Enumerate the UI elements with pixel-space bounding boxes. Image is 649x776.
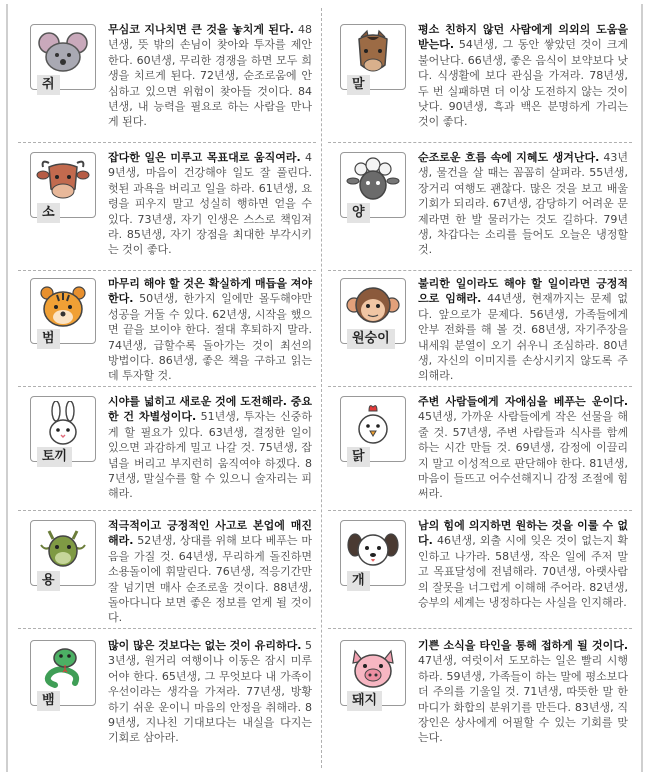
sign-name: 돼지 [347,691,382,711]
row-divider [328,628,632,629]
sign-headline: 시야를 넓히고 새로운 것에 도전해라. 중요한 건 차별성이다. [108,395,312,424]
sign-name: 양 [347,203,370,223]
sign-fortune-text [418,638,628,746]
sign-body: 45년생, 가까운 사람들에게 작은 선물을 해 줄 것. 57년생, 주변 사람들과 식사를 함께 하는 시간 만들 것. 69년생, 감정에 이끌리지 말고 이성적으로 판단해야 한다. 81년생, 마음이 들뜨고 어수선해지니 감정 조절에 힘써라. [418,410,628,501]
sign-fortune-text [108,150,312,258]
sign-headline: 무심코 지나치면 큰 것을 놓치게 된다. [108,23,294,36]
sign-fortune-text [418,394,628,502]
sign-card-rat [30,22,316,140]
sign-name: 소 [37,203,60,223]
row-divider [328,510,632,511]
sign-body: 54년생, 그 동안 쌓았던 것이 크게 불어난다. 66년생, 좋은 음식이 보약보다 낫다. 식생활에 보다 관심을 가져라. 78년생, 두 번 실패하면 더 이상 도전하지 않는 것이 낫다. 90년생, 흑과 백은 분명하게 가리는 것이 좋다. [418,38,628,129]
sign-headline: 남의 힘에 의지하면 원하는 것을 이룰 수 없다. [418,519,628,548]
monkey-icon [340,278,406,344]
dog-icon [340,520,406,586]
sign-fortune-text [108,518,312,626]
sign-fortune-text [418,22,628,130]
sign-fortune-text [108,638,312,746]
pig-icon [340,640,406,706]
horse-icon [340,24,406,90]
row-divider [18,142,316,143]
rat-icon [30,24,96,90]
right-border [641,4,643,772]
sign-name: 토끼 [37,447,72,467]
rabbit-icon [30,396,96,462]
sign-card-rabbit [30,394,316,508]
sign-headline: 적극적이고 긍정적인 사고로 본업에 매진해라. [108,519,312,548]
row-divider [18,510,316,511]
sign-card-tiger [30,276,316,384]
sign-name: 개 [347,571,370,591]
sign-body: 50년생, 한가지 일에만 몰두해야만 성공을 거둘 수 있다. 62년생, 시작을 했으면 끝을 보이야 한다. 절대 후퇴하지 말라. 74년생, 급할수록 돌아가는 것이 최선의 방법이다. 86년생, 좋은 책을 구하고 읽는 데 투자할 것. [108,292,312,383]
sign-card-rooster [340,394,632,508]
sign-headline: 평소 친하지 않던 사람에게 의외의 도움을 받는다. [418,23,628,52]
sign-fortune-text [418,276,628,384]
sign-fortune-text [418,518,628,610]
sign-headline: 마무리 해야 할 것은 확실하게 매듭을 져야 한다. [108,277,312,306]
row-divider [18,270,316,271]
sign-body: 43년생, 물건을 살 때는 꼼꼼히 살펴라. 55년생, 장거리 여행도 괜찮다. 많은 것을 보고 배울 기회가 되리라. 67년생, 감당하기 어려운 문제라면 한 발 물러가는 것도 길하다. 79년생, 차갑다는 소리를 들어도 오늘은 냉정할 것. [418,151,628,257]
sign-headline: 불리한 일이라도 해야 할 일이라면 긍정적으로 임해라. [418,277,628,306]
sign-name: 말 [347,75,370,95]
sign-body: 53년생, 원거리 여행이나 이동은 잠시 미루어야 한다. 65년생, 그 무엇보다 내 가족이 우선이라는 생각을 가져라. 77년생, 방황하기 쉬운 운이니 마음의 안정을 취해라. 89년생, 지나친 기대보다는 내실을 다지는 기회로 삼아라. [108,639,313,745]
sign-fortune-text [108,276,312,384]
sign-card-snake [30,638,316,768]
sign-card-monkey [340,276,632,384]
sign-fortune-text [418,150,628,258]
sign-body: 44년생, 현재까지는 문제 없다. 앞으로가 문제다. 56년생, 가족들에게 안부 전화를 해 볼 것. 68년생, 자기주장을 내세워 분열이 오기 쉬우니 조심하라. 80년생, 자신의 이미지를 손상시키지 않도록 주의해라. [418,292,629,383]
sheep-icon [340,152,406,218]
tiger-icon [30,278,96,344]
row-divider [18,386,316,387]
left-border [6,4,8,772]
rooster-icon [340,396,406,462]
row-divider [18,628,316,629]
sign-fortune-text [108,22,312,130]
sign-fortune-text [108,394,312,502]
row-divider [328,270,632,271]
sign-card-sheep [340,150,632,268]
sign-name: 쥐 [37,75,60,95]
sign-card-pig [340,638,632,768]
sign-card-ox [30,150,316,268]
sign-body: 52년생, 상대를 위해 보다 베푸는 마음을 가질 것. 64년생, 무리하게 돌진하면 소용돌이에 휘말린다. 76년생, 적응기간만 잘 넘기면 매사 순조로울 것이다. 88년생, 돌아다니다 보면 좋은 정보를 얻게 될 것이다. [108,534,312,625]
sign-headline: 많이 많은 것보다는 없는 것이 유리하다. [108,639,302,652]
sign-body: 49년생, 마음이 건강해야 일도 잘 풀린다. 헛된 과욕을 버리고 일을 하라. 61년생, 요령을 피우지 말고 성실히 행하면 얻을 수 있다. 73년생, 자기 인생은 스스로 책임져라. 85년생, 자기 장점을 최대한 부각시키는 것이 좋다. [108,151,312,257]
row-divider [328,386,632,387]
sign-name: 범 [37,329,60,349]
sign-name: 용 [37,571,60,591]
ox-icon [30,152,96,218]
dragon-icon [30,520,96,586]
sign-card-dragon [30,518,316,626]
sign-body: 47년생, 여럿이서 도모하는 일은 빨리 시행하라. 59년생, 가족들이 하는 말에 평소보다 더 주의를 기울일 것. 71년생, 따뜻한 말 한마디가 화합의 분위기를 만든다. 83년생, 직장인은 상사에게 어필할 수 있는 기회를 맞는다. [418,654,628,745]
sign-headline: 주변 사람들에게 자애심을 베푸는 운이다. [418,395,628,408]
row-divider [328,142,632,143]
sign-body: 48년생, 뜻 밖의 손님이 찾아와 투자를 제안한다. 60년생, 무리한 경쟁을 하면 모두 희생을 치르게 된다. 72년생, 순조로움에 안심하고 있으면 위험이 찾아들 것이다. 84년생, 내 능력을 필요로 하는 사람을 만나게 된다. [108,23,312,129]
sign-card-dog [340,518,632,626]
sign-name: 뱀 [37,691,60,711]
sign-body: 51년생, 투자는 신중하게 할 필요가 있다. 63년생, 결정한 일이 있으면 과감하게 밀고 나갈 것. 75년생, 잡념을 버리고 부지런히 움직여야 하겠다. 87년생, 말실수를 할 수 있으니 술자리는 피해라. [108,410,312,501]
sign-headline: 순조로운 흐름 속에 지혜도 생겨난다. [418,151,600,164]
sign-body: 46년생, 외출 시에 잊은 것이 없는지 확인하고 나가라. 58년생, 작은 일에 주저 말고 목표달성에 전념해라. 70년생, 아랫사람의 잘못을 너그럽게 이해해 주어라. 82년생, 승부의 세계는 냉정하다는 사실을 인지해라. [418,534,628,610]
snake-icon [30,640,96,706]
sign-name: 닭 [347,447,370,467]
sign-name: 원숭이 [347,329,395,349]
sign-headline: 기쁜 소식을 타인을 통해 접하게 될 것이다. [418,639,628,652]
column-divider [321,8,322,768]
sign-card-horse [340,22,632,140]
sign-headline: 잡다한 일은 미루고 목표대로 움직여라. [108,151,301,164]
